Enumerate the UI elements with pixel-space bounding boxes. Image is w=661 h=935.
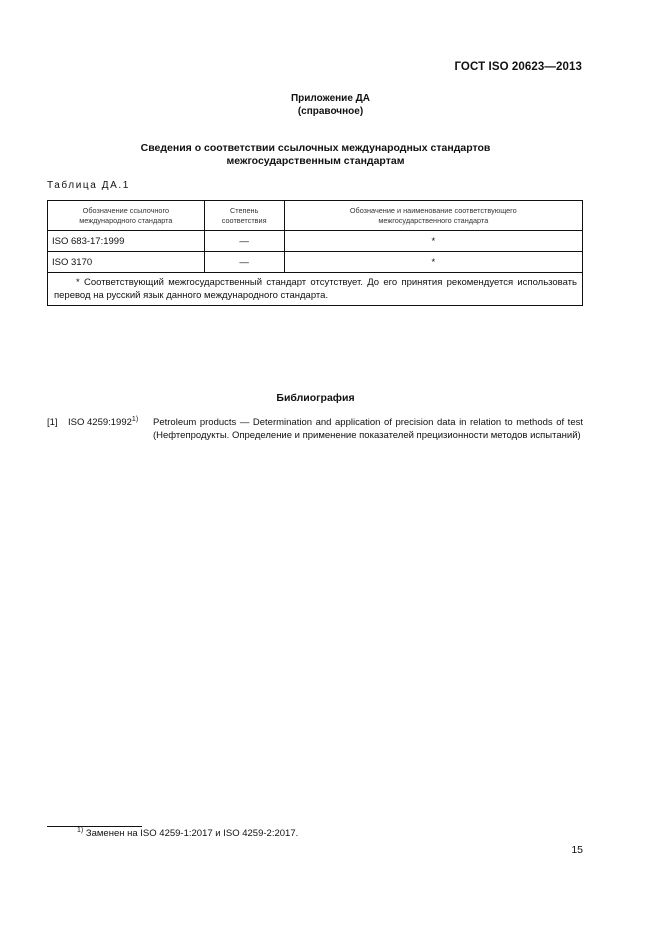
footnote-divider bbox=[47, 826, 142, 827]
footnote bbox=[77, 828, 298, 839]
bibliography-entry-code bbox=[68, 416, 138, 430]
header-ref-standard-line2: международного стандарта bbox=[79, 215, 173, 225]
correspondence-table bbox=[47, 200, 583, 306]
table-note-row bbox=[48, 273, 583, 306]
annex-title: Приложение ДА bbox=[290, 93, 371, 104]
table-note-text: * Соответствующий межгосударственный стандарт отсутствует. До его принятия рекомендуется использовать перевод на русский язык данного международного стандарта. bbox=[54, 277, 577, 301]
footnote-mark: 1) bbox=[77, 827, 84, 834]
cell-degree: — bbox=[204, 231, 284, 252]
cell-national: * bbox=[284, 231, 582, 252]
header-degree bbox=[204, 201, 284, 231]
footnote-text: Заменен на ISO 4259-1:2017 и ISO 4259-2:2017. bbox=[85, 828, 299, 839]
bibliography-entry-number: [1] bbox=[47, 417, 58, 428]
header-ref-standard-line1: Обозначение ссылочного bbox=[82, 205, 170, 215]
bibliography-entry-code-text: ISO 4259:1992 bbox=[68, 417, 132, 428]
standard-code-header: ГОСТ ISO 20623—2013 bbox=[454, 61, 582, 73]
header-degree-line2: соответствия bbox=[221, 215, 267, 225]
bibliography-entry-text: Petroleum products — Determination and application of precision data in relation to methods of test (Нефтепродукты. Определение и применение показателей прецизионности методов испытаний) bbox=[153, 417, 583, 441]
header-national-standard bbox=[284, 201, 582, 231]
footnote-reference[interactable]: 1) bbox=[131, 416, 139, 423]
cell-degree: — bbox=[204, 252, 284, 273]
table-row bbox=[48, 252, 583, 273]
table-row bbox=[48, 231, 583, 252]
header-degree-line1: Степень bbox=[229, 205, 259, 215]
page-number: 15 bbox=[571, 844, 583, 856]
section-heading bbox=[0, 142, 631, 168]
section-title-line1: Сведения о соответствии ссылочных международных стандартов bbox=[140, 142, 491, 154]
cell-national: * bbox=[284, 252, 582, 273]
cell-ref: ISO 683-17:1999 bbox=[48, 231, 205, 252]
header-national-line1: Обозначение и наименование соответствующего bbox=[349, 205, 517, 215]
annex-subtitle: (справочное) bbox=[297, 106, 364, 117]
bibliography-title: Библиография bbox=[276, 392, 355, 404]
table-note bbox=[48, 273, 583, 306]
table-caption: Таблица ДА.1 bbox=[47, 180, 130, 191]
header-national-line2: межгосударственного стандарта bbox=[378, 215, 489, 225]
table-header-row bbox=[48, 201, 583, 231]
cell-ref: ISO 3170 bbox=[48, 252, 205, 273]
section-title-line2: межгосударственным стандартам bbox=[226, 155, 405, 167]
header-ref-standard bbox=[48, 201, 205, 231]
annex-heading bbox=[0, 92, 661, 118]
